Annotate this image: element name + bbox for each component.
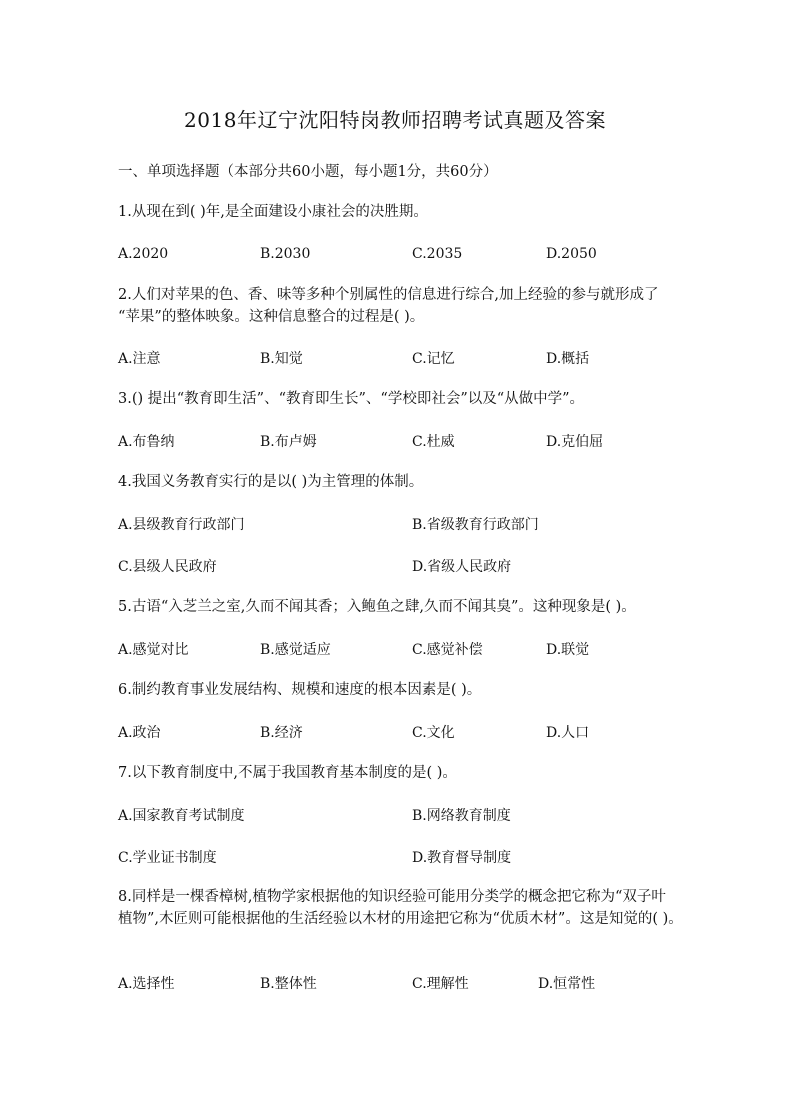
question-stem: 4.我国义务教育实行的是以( )为主管理的体制。: [118, 474, 424, 490]
question-stem: 7.以下教育制度中,不属于我国教育基本制度的是( )。: [118, 765, 457, 781]
option-b: B.知觉: [260, 351, 303, 367]
question-stem: 1.从现在到( )年,是全面建设小康社会的决胜期。: [118, 204, 428, 220]
option-a: A.政治: [118, 725, 161, 741]
option-a: A.2020: [118, 246, 169, 262]
option-c: C.记忆: [412, 351, 455, 367]
option-b: B.布卢姆: [260, 434, 317, 450]
option-a: A.布鲁纳: [118, 434, 175, 450]
section-heading: 一、单项选择题（本部分共60小题，每小题1分，共60分）: [118, 164, 498, 180]
option-d: D.省级人民政府: [412, 559, 512, 575]
option-d: D.联觉: [546, 642, 590, 658]
option-b: B.省级教育行政部门: [412, 517, 539, 533]
option-d: D.概括: [546, 351, 590, 367]
option-b: B.感觉适应: [260, 642, 331, 658]
option-b: B.网络教育制度: [412, 808, 511, 824]
option-c: C.学业证书制度: [118, 850, 217, 866]
option-c: C.县级人民政府: [118, 559, 217, 575]
question-stem: 6.制约教育事业发展结构、规模和速度的根本因素是( )。: [118, 682, 482, 698]
option-c: C.文化: [412, 725, 455, 741]
option-b: B.2030: [260, 246, 311, 262]
page-title: 2018年辽宁沈阳特岗教师招聘考试真题及答案: [184, 108, 606, 132]
option-d: D.人口: [546, 725, 590, 741]
question-stem: 8.同样是一棵香樟树,植物学家根据他的知识经验可能用分类学的概念把它称为“双子叶 植物”,木匠则可能根据他的生活经验以木材的用途把它称为“优质木材”。这是知觉的( )。: [118, 889, 683, 927]
option-b: B.整体性: [260, 976, 317, 992]
question-stem: 5.古语“入芝兰之室,久而不闻其香；入鲍鱼之肆,久而不闻其臭”。这种现象是( )。: [118, 599, 636, 615]
question-stem: 3.() 提出“教育即生活”、“教育即生长”、“学校即社会”以及“从做中学”。: [118, 391, 585, 407]
option-b: B.经济: [260, 725, 303, 741]
option-a: A.感觉对比: [118, 642, 189, 658]
option-c: C.感觉补偿: [412, 642, 483, 658]
option-d: D.恒常性: [538, 976, 596, 992]
option-c: C.杜威: [412, 434, 455, 450]
option-c: C.理解性: [412, 976, 469, 992]
option-c: C.2035: [412, 246, 463, 262]
option-a: A.注意: [118, 351, 161, 367]
option-d: D.克伯屈: [546, 434, 604, 450]
option-a: A.选择性: [118, 976, 175, 992]
question-stem: 2.人们对苹果的色、香、味等多种个别属性的信息进行综合,加上经验的参与就形成了 “苹果”的整体映象。这种信息整合的过程是( )。: [118, 287, 659, 325]
option-d: D.教育督导制度: [412, 850, 512, 866]
option-a: A.县级教育行政部门: [118, 517, 245, 533]
option-d: D.2050: [546, 246, 597, 262]
option-a: A.国家教育考试制度: [118, 808, 245, 824]
